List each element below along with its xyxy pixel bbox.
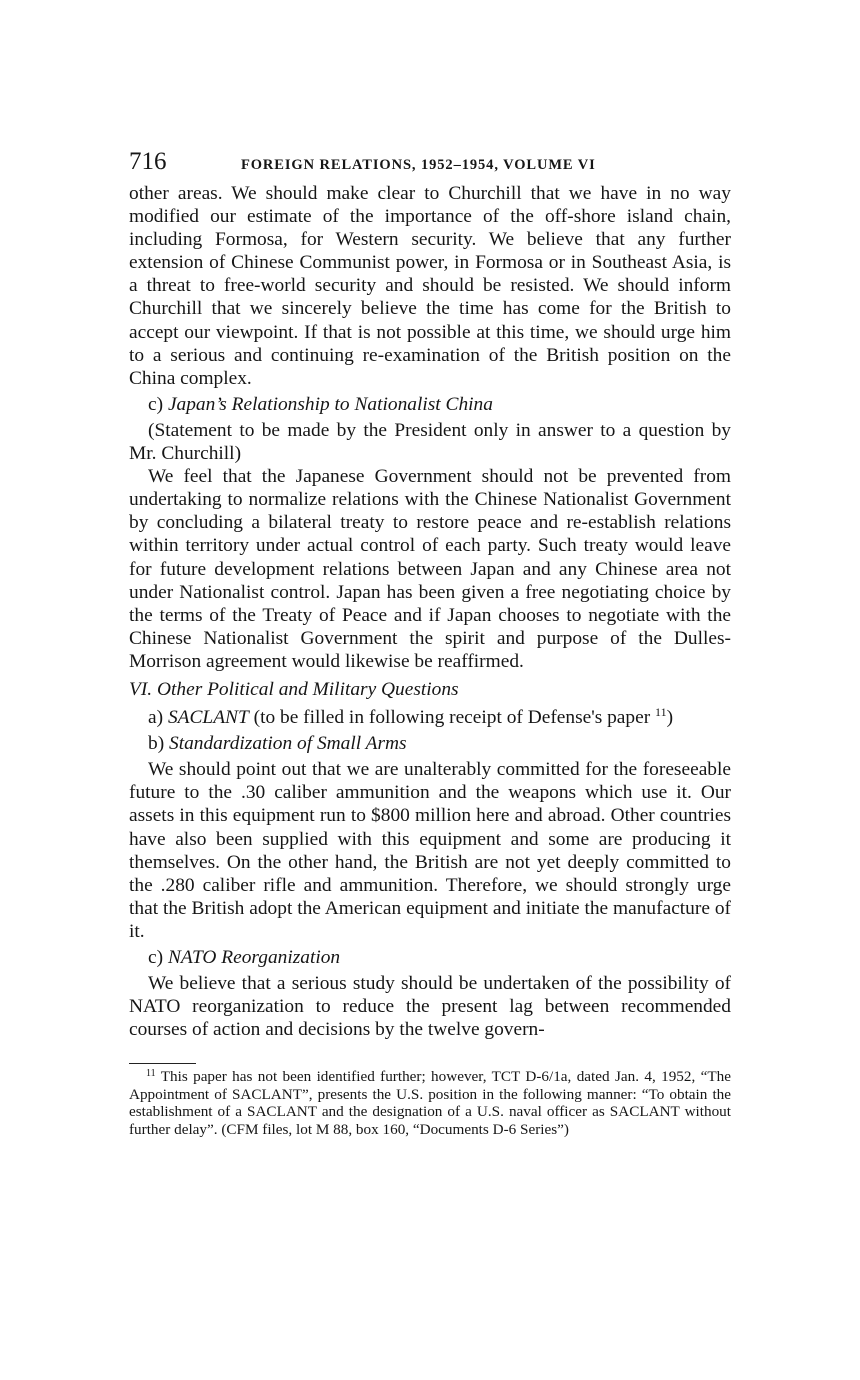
subheading-title: NATO Reorganization bbox=[167, 947, 341, 968]
subheading-marker: c) bbox=[148, 947, 164, 968]
paragraph-nato: We believe that a serious study should be undertaken of the possibility of NATO reorganization to reduce the present lag between recommended courses of action and decisions by the twelve govern- bbox=[129, 973, 731, 1041]
running-head: FOREIGN RELATIONS, 1952–1954, VOLUME VI bbox=[241, 157, 596, 173]
item-saclant bbox=[129, 706, 731, 729]
paragraph-small-arms: We should point out that we are unalterably committed for the foreseeable future to the .30 caliber ammunition and the weapons which use it. Our assets in this equipment run to $800 million here and abroad. Other countries have also been supplied with this equipment and some are producing it themselves. On the other hand, the British are not yet deeply committed to the .280 caliber rifle and ammunition. Therefore, we should strongly urge that the British adopt the American equipment and initiate the manufacture of it. bbox=[129, 759, 731, 942]
footnote-text: This paper has not been identified further; however, TCT D-6/1a, dated Jan. 4, 1952, “The Appointment of SACLANT”, presents the U.S. position in the following manner: “To obtain the establishment of a SACLANT and the designation of a U.S. naval officer as SACLANT without further delay”. (CFM files, lot M 88, box 160, “Documents D-6 Series”) bbox=[129, 1068, 731, 1138]
subheading-marker: c) bbox=[148, 393, 164, 415]
paragraph-continuation: other areas. We should make clear to Churchill that we have in no way modified our estimate of the importance of the off-shore island chain, including Formosa, for Western security. We believe that any further extension of Chinese Communist power, in Formosa or in Southeast Asia, is a threat to free-world security and should be resisted. We should inform Churchill that we sincerely believe the time has come for the British to accept our viewpoint. If that is not possible at this time, we should urge him to a serious and continuing re-examination of the British position on the China complex. bbox=[129, 183, 731, 389]
subheading-marker: b) bbox=[148, 733, 165, 755]
paragraph-statement-note: (Statement to be made by the President only in answer to a question by Mr. Churchill) bbox=[129, 419, 731, 465]
footnote-divider bbox=[129, 1063, 196, 1064]
page-header bbox=[129, 148, 731, 182]
footnote-marker: 11 bbox=[146, 1068, 156, 1080]
item-marker: a) bbox=[148, 707, 164, 729]
item-text: (to be filled in following receipt of Defense's paper bbox=[253, 707, 651, 729]
document-page bbox=[129, 148, 731, 1138]
footnote bbox=[129, 1068, 731, 1138]
page-number: 716 bbox=[129, 148, 167, 175]
subheading-small-arms bbox=[129, 732, 731, 755]
section-title: VI. Other Political and Military Questions bbox=[129, 678, 459, 700]
subheading-nato-reorganization bbox=[129, 946, 731, 969]
footnote-reference[interactable]: 11 bbox=[655, 705, 667, 720]
subheading-title: Standardization of Small Arms bbox=[169, 733, 407, 755]
item-close-paren: ) bbox=[666, 707, 674, 729]
paragraph-japan-treaty: We feel that the Japanese Government should not be prevented from undertaking to normalize relations with the Chinese Nationalist Government by concluding a bilateral treaty to restore peace and re-establish relations within territory under actual control of each party. Such treaty would leave for future development relations between Japan and any Chinese area not under Nationalist control. Japan has been given a free negotiating choice by the terms of the Treaty of Peace and if Japan chooses to negotiate with the Chinese Nationalist Government the spirit and purpose of the Dulles-Morrison agreement would likewise be reaffirmed. bbox=[129, 466, 731, 672]
subheading-title: Japan’s Relationship to Nationalist China bbox=[167, 393, 493, 415]
document-body bbox=[129, 182, 731, 1041]
item-title: SACLANT bbox=[167, 707, 249, 729]
subheading-japan-relationship bbox=[129, 393, 731, 416]
section-heading-vi bbox=[129, 678, 731, 701]
